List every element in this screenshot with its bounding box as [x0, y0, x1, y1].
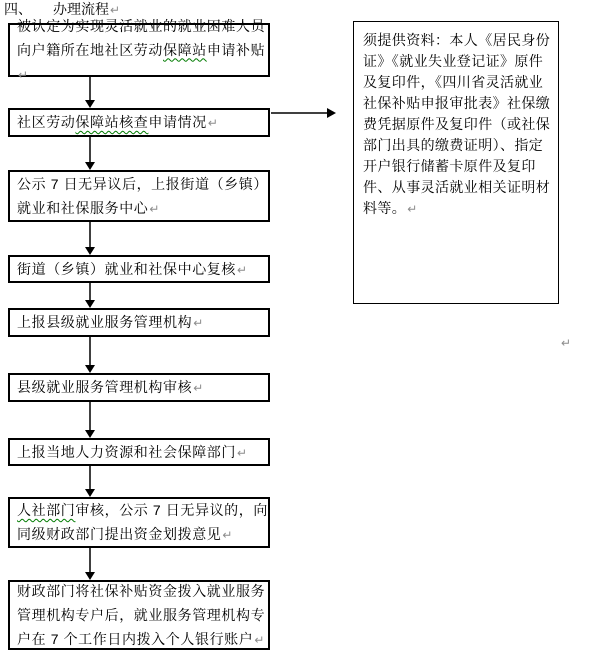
paragraph-mark-icon: ↵	[222, 528, 233, 542]
flow-box-text: 县级就业服务管理机构审核↵	[17, 379, 204, 395]
right-arrowhead-icon	[327, 108, 336, 118]
flow-arrow	[89, 466, 91, 490]
flow-box-text: 公示 7 日无异议后，上报街道（乡镇）就业和社保服务中心↵	[17, 175, 268, 216]
down-arrowhead-icon	[85, 365, 95, 373]
paragraph-mark-icon: ↵	[110, 3, 121, 17]
paragraph-mark-icon: ↵	[407, 202, 418, 216]
paragraph-mark-icon: ↵	[237, 262, 248, 277]
flow-box	[8, 255, 270, 283]
flow-arrow	[89, 337, 91, 366]
flow-box	[8, 373, 270, 402]
down-arrowhead-icon	[85, 430, 95, 438]
side-note-text: 须提供资料：本人《居民身份证》《就业失业登记证》原件及复印件，《四川省灵活就业社保补贴申报审批表》社保缴费凭据原件及复印件（或社保部门出具的缴费证明）、指定开户银行储蓄卡原件及复印件、从事灵活就业相关证明材料等。	[363, 32, 551, 216]
flow-arrow	[89, 548, 91, 573]
flow-box	[8, 17, 270, 82]
flow-box-text: 人社部门审核，公示 7 日无异议的，向同级财政部门提出资金划拨意见↵	[17, 502, 268, 542]
paragraph-mark-icon: ↵	[193, 316, 204, 330]
paragraph-mark-icon: ↵	[149, 201, 160, 216]
flow-box-text: 上报当地人力资源和社会保障部门↵	[17, 443, 248, 460]
flow-box-text: 社区劳动保障站核查申请情况↵	[17, 114, 218, 130]
down-arrowhead-icon	[85, 489, 95, 497]
title-text: 办理流程	[53, 1, 109, 17]
flow-arrow	[89, 283, 91, 301]
down-arrowhead-icon	[85, 247, 95, 255]
down-arrowhead-icon	[85, 162, 95, 170]
flow-arrow	[89, 137, 91, 163]
down-arrowhead-icon	[85, 300, 95, 308]
flow-box	[8, 170, 270, 222]
paragraph-mark-icon: ↵	[207, 116, 218, 130]
flow-box-text: 财政部门将社保补贴资金拨入就业服务管理机构专户后，就业服务管理机构专户在 7 个工作日内拨入个人银行账户↵	[17, 582, 266, 647]
flow-box	[8, 497, 270, 548]
paragraph-mark-icon: ↵	[18, 67, 29, 82]
paragraph-mark-icon: ↵	[237, 445, 248, 460]
spellcheck-underline: 人社部门	[17, 502, 76, 518]
spellcheck-underline: 保障站	[163, 41, 207, 58]
flow-box-text: 被认定为实现灵活就业的就业困难人员向户籍所在地社区劳动保障站申请补贴↵	[17, 17, 266, 82]
flow-arrow	[89, 402, 91, 431]
flow-box	[8, 580, 270, 650]
title-numbering: 四、	[4, 1, 32, 17]
down-arrowhead-icon	[85, 100, 95, 108]
spellcheck-underline: 保障站核查	[75, 114, 149, 130]
flow-arrow	[89, 222, 91, 248]
flow-box	[8, 308, 270, 337]
paragraph-mark-icon: ↵	[193, 381, 204, 395]
flow-box-text: 街道（乡镇）就业和社保中心复核↵	[17, 260, 248, 277]
side-note-box	[353, 21, 559, 304]
paragraph-mark-icon: ↵	[561, 336, 572, 350]
flow-arrow	[89, 77, 91, 101]
flow-box-text: 上报县级就业服务管理机构↵	[17, 314, 204, 330]
flow-box	[8, 108, 270, 137]
paragraph-mark-icon: ↵	[254, 632, 265, 647]
flow-box	[8, 438, 270, 466]
connector-arrow	[271, 112, 327, 114]
